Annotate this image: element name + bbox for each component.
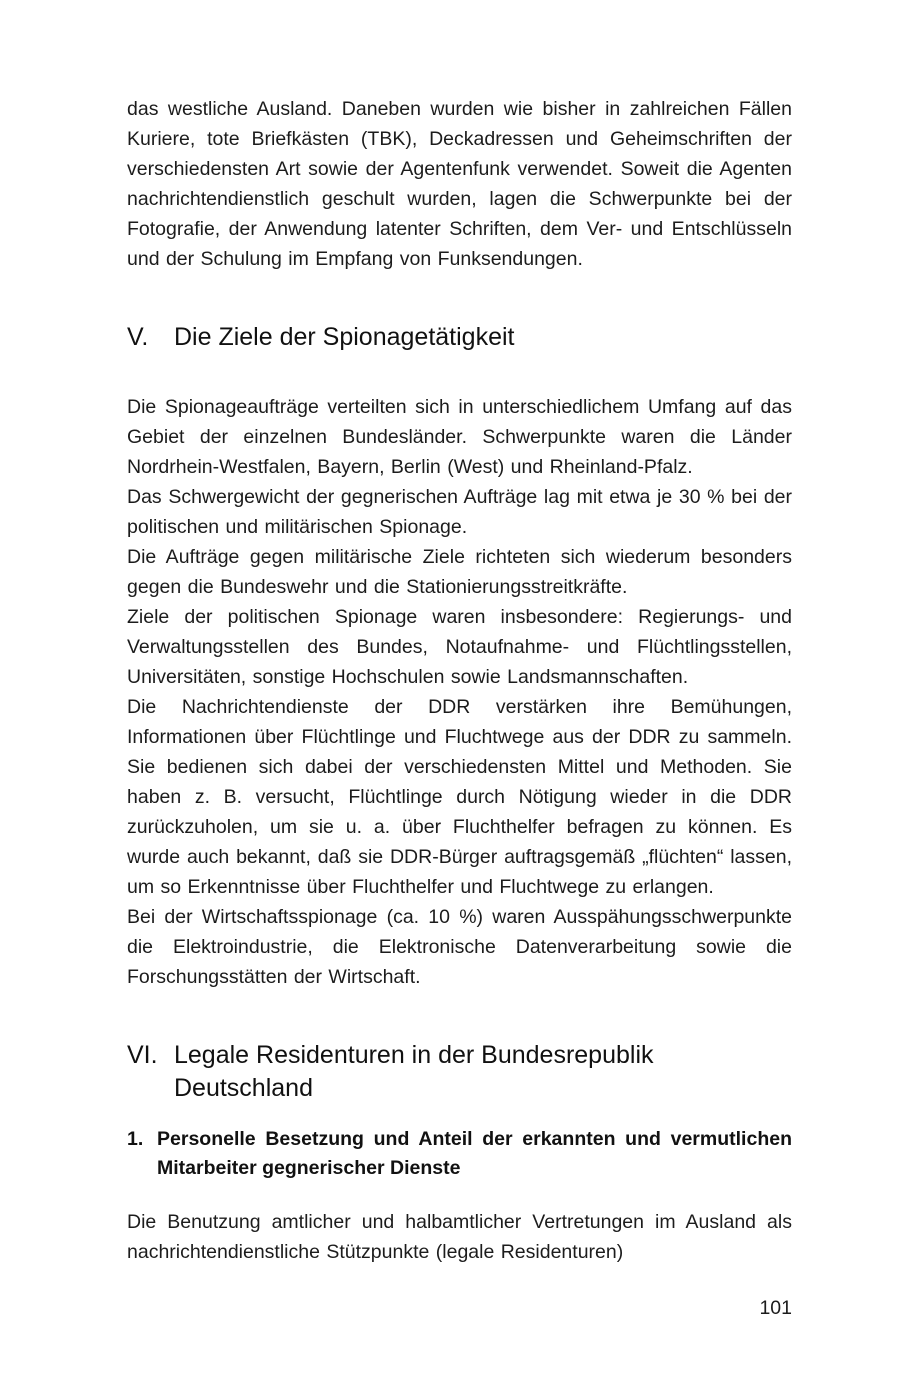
paragraph-section-vi: Die Benutzung amtlicher und halbamtlicher Vertretungen im Ausland als nachrichtendienstliche Stützpunkte (legale Residenturen): [127, 1211, 792, 1263]
subsection-1-heading: [127, 1125, 792, 1183]
section-v-number: V.: [127, 323, 149, 351]
section-v-heading: [127, 321, 792, 354]
paragraph: Die Aufträge gegen militärische Ziele richteten sich wiederum besonders gegen die Bundeswehr und die Stationierungsstreitkräfte.: [127, 546, 792, 598]
section-v-title: Die Ziele der Spionagetätigkeit: [174, 323, 515, 351]
page-number: 101: [759, 1297, 792, 1319]
section-vi-number: VI.: [127, 1041, 158, 1069]
section-vi-title: Legale Residenturen in der Bundesrepublik Deutschland: [174, 1041, 654, 1102]
paragraph: Die Spionageaufträge verteilten sich in unterschiedlichem Umfang auf das Gebiet der einzelnen Bundesländer. Schwerpunkte waren die Länder Nordrhein-Westfalen, Bayern, Berlin (West) und Rheinland-Pfalz.: [127, 396, 792, 478]
paragraph: Bei der Wirtschaftsspionage (ca. 10 %) waren Ausspähungsschwerpunkte die Elektroindustrie, die Elektronische Datenverarbeitung sowie die Forschungsstätten der Wirtschaft.: [127, 906, 792, 988]
section-vi-heading: [127, 1039, 792, 1105]
paragraph: Ziele der politischen Spionage waren insbesondere: Regierungs- und Verwaltungsstellen des Bundes, Notaufnahme- und Flüchtlingsstellen, Universitäten, sonstige Hochschulen sowie Landsmannschaften.: [127, 606, 792, 688]
paragraph: Das Schwergewicht der gegnerischen Aufträge lag mit etwa je 30 % bei der politischen und militärischen Spionage.: [127, 486, 792, 538]
subsection-1-title: Personelle Besetzung und Anteil der erkannten und vermutlichen Mitarbeiter gegnerischer Dienste: [157, 1128, 792, 1179]
section-v-body: [127, 392, 792, 992]
text-column: [127, 94, 792, 1323]
paragraph: Die Nachrichtendienste der DDR verstärken ihre Bemühungen, Informationen über Flüchtlinge und Fluchtwege aus der DDR zu sammeln. Sie bedienen sich dabei der verschiedensten Mittel und Methoden. Sie haben z. B. versucht, Flüchtlinge durch Nötigung wieder in die DDR zurückzuholen, um sie u. a. über Fluchthelfer befragen zu können. Es wurde auch bekannt, daß sie DDR-Bürger auftragsgemäß „flüchten“ lassen, um so Erkenntnisse über Fluchthelfer und Fluchtwege zu erlangen.: [127, 696, 792, 898]
paragraph-intro: das westliche Ausland. Daneben wurden wie bisher in zahlreichen Fällen Kuriere, tote Briefkästen (TBK), Deckadressen und Geheimschriften der verschiedensten Art sowie der Agentenfunk verwendet. Soweit die Agenten nachrichtendienstlich geschult wurden, lagen die Schwerpunkte bei der Fotografie, der Anwendung latenter Schriften, dem Ver- und Entschlüsseln und der Schulung im Empfang von Funksendungen.: [127, 98, 792, 270]
subsection-1-number: 1.: [127, 1128, 144, 1150]
